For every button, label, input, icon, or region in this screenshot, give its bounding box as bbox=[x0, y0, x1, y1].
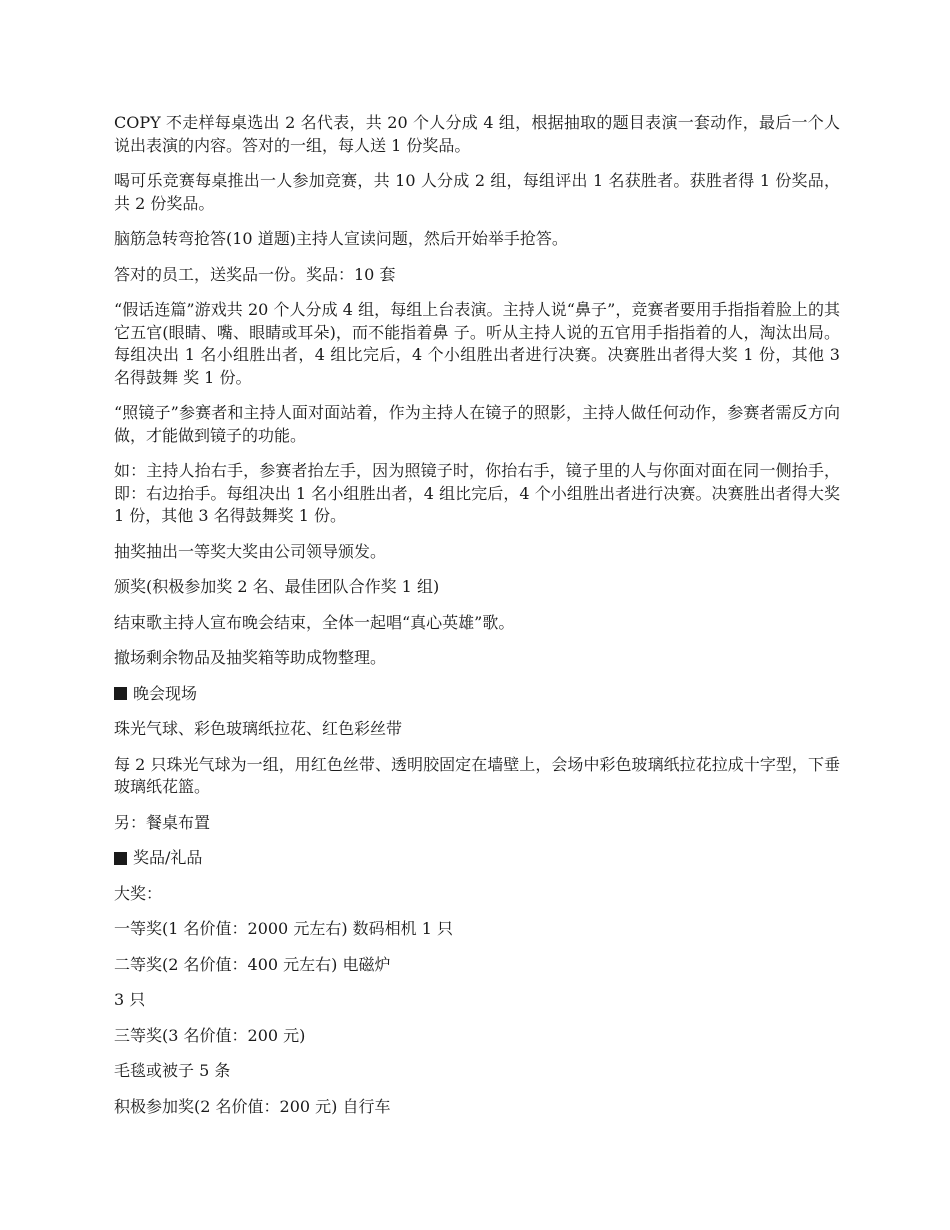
paragraph-balloon-setup: 每 2 只珠光气球为一组，用红色丝带、透明胶固定在墙壁上，会场中彩色玻璃纸拉花拉成十字型，下垂玻璃纸花篮。 bbox=[114, 754, 840, 796]
black-square-bullet-icon bbox=[114, 852, 127, 865]
paragraph-decorations: 珠光气球、彩色玻璃纸拉花、红色彩丝带 bbox=[114, 719, 403, 738]
paragraph-second-prize: 二等奖(2 名价值：400 元左右) 电磁炉 bbox=[114, 954, 391, 974]
paragraph-second-prize-quantity: 3 只 bbox=[114, 990, 146, 1009]
section-heading-prizes-text: 奖品/礼品 bbox=[133, 848, 203, 867]
paragraph-closing-song: 结束歌主持人宣布晚会结束，全体一起唱“真心英雄”歌。 bbox=[114, 612, 515, 632]
paragraph-mirror-example: 如：主持人抬右手，参赛者抬左手，因为照镜子时，你抬右手，镜子里的人与你面对面在同一侧抬手，即：右边抬手。每组决出 1 名小组胜出者，4 组比完后，4 个小组胜出者进行决赛。决赛胜出者得大奖 1 份，其他 3 名得鼓舞奖 1 份。 bbox=[114, 461, 840, 525]
paragraph-table-setup: 另：餐桌布置 bbox=[114, 812, 211, 832]
paragraph-grand-prize-label: 大奖： bbox=[114, 883, 163, 903]
black-square-bullet-icon bbox=[114, 687, 127, 700]
paragraph-cleanup: 撤场剩余物品及抽奖箱等助成物整理。 bbox=[114, 648, 387, 667]
paragraph-brain-teaser: 脑筋急转弯抢答(10 道题)主持人宣读问题，然后开始举手抢答。 bbox=[114, 229, 568, 248]
paragraph-cola-contest: 喝可乐竞赛每桌推出一人参加竞赛，共 10 人分成 2 组，每组评出 1 名获胜者。获胜者得 1 份奖品，共 2 份奖品。 bbox=[114, 171, 840, 213]
paragraph-third-prize-item: 毛毯或被子 5 条 bbox=[114, 1061, 231, 1080]
section-heading-prizes bbox=[114, 847, 840, 870]
paragraph-mirror-game: “照镜子”参赛者和主持人面对面站着，作为主持人在镜子的照影，主持人做任何动作，参赛者需反方向做，才能做到镜子的功能。 bbox=[114, 403, 840, 445]
paragraph-third-prize: 三等奖(3 名价值：200 元) bbox=[114, 1025, 306, 1045]
paragraph-participation-prize: 积极参加奖(2 名价值：200 元) 自行车 bbox=[114, 1096, 391, 1116]
paragraph-copy-game: COPY 不走样每桌选出 2 名代表，共 20 个人分成 4 组，根据抽取的题目表演一套动作，最后一个人说出表演的内容。答对的一组，每人送 1 份奖品。 bbox=[114, 113, 840, 155]
paragraph-false-words-game: “假话连篇”游戏共 20 个人分成 4 组，每组上台表演。主持人说“鼻子”，竞赛者要用手指指着脸上的其它五官(眼睛、嘴、眼睛或耳朵)，而不能指着鼻 子。听从主持人说的五官用手指指着的人，淘汰出局。每组决出 1 名小组胜出者，4 组比完后，4 个小组胜出者进行决赛。决赛胜出者得大奖 1 份，其他 3 名得鼓舞 奖 1 份。 bbox=[114, 300, 840, 387]
paragraph-brain-teaser-prize: 答对的员工，送奖品一份。奖品：10 套 bbox=[114, 264, 396, 284]
section-heading-venue bbox=[114, 683, 840, 706]
document-body bbox=[114, 112, 840, 1131]
paragraph-awards: 颁奖(积极参加奖 2 名、最佳团队合作奖 1 组) bbox=[114, 577, 440, 596]
paragraph-first-prize: 一等奖(1 名价值：2000 元左右) 数码相机 1 只 bbox=[114, 919, 453, 938]
paragraph-lottery: 抽奖抽出一等奖大奖由公司领导颁发。 bbox=[114, 541, 387, 561]
section-heading-venue-text: 晚会现场 bbox=[133, 683, 198, 703]
